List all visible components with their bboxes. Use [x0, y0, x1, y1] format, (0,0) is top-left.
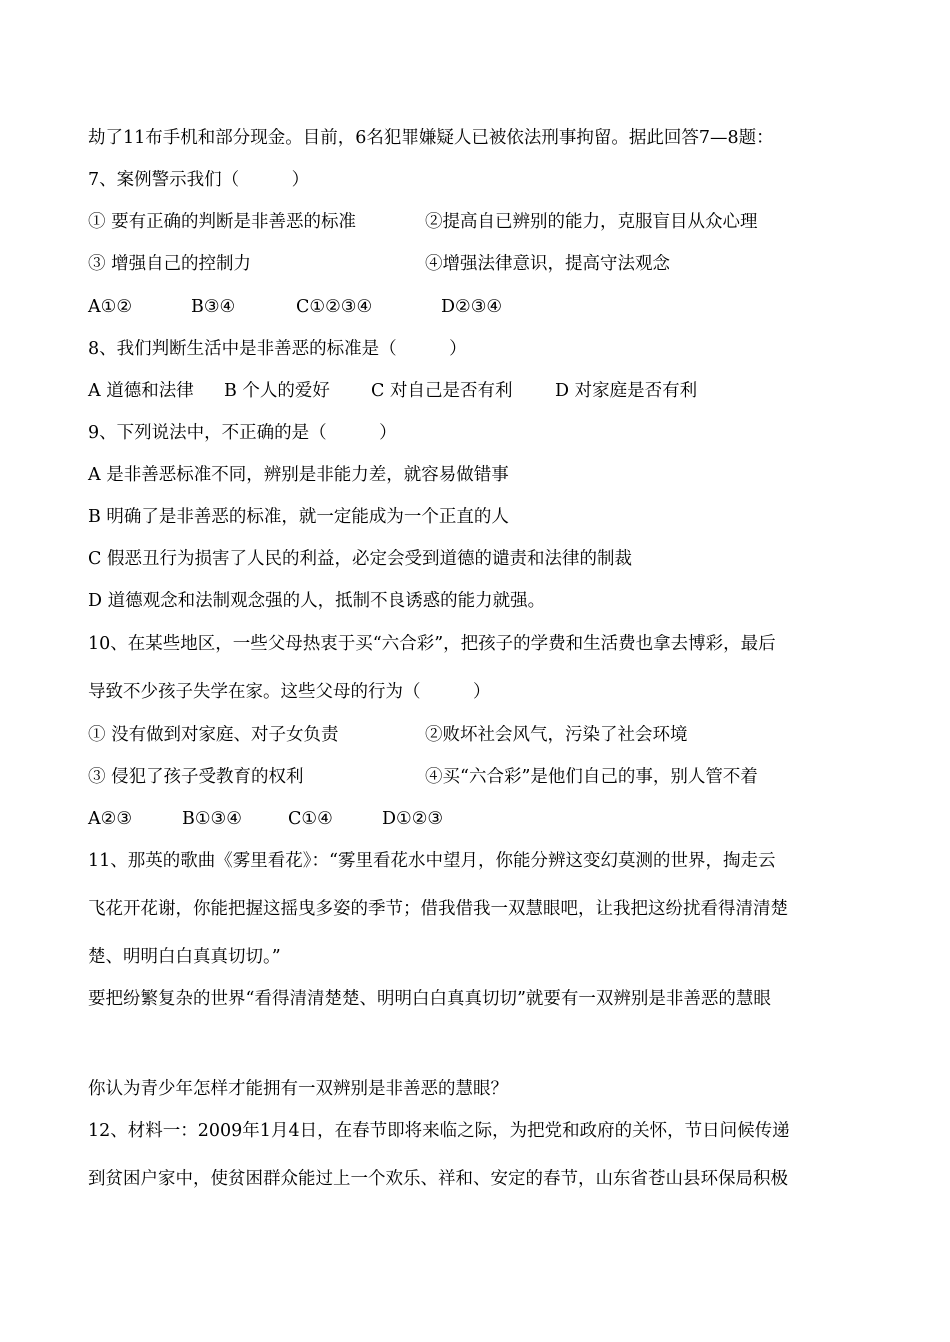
- question-10-line-1: 10、在某些地区，一些父母热衷于买“六合彩”，把孩子的学费和生活费也拿去博彩，最后: [88, 634, 776, 654]
- question-9-answer-b: B 明确了是非善恶的标准，就一定能成为一个正直的人: [88, 507, 509, 527]
- answer-a: A②③: [88, 809, 133, 829]
- question-10-line-2: 导致不少孩子失学在家。这些父母的行为（ ）: [88, 682, 491, 702]
- option-2: ②败坏社会风气，污染了社会环境: [425, 725, 688, 745]
- question-9-answer-d: D 道德观念和法制观念强的人，抵制不良诱惑的能力就强。: [88, 591, 546, 611]
- option-4: ④买“六合彩”是他们自己的事，别人管不着: [425, 767, 758, 787]
- question-11-line-1: 11、那英的歌曲《雾里看花》：“雾里看花水中望月，你能分辨这变幻莫测的世界，掏走云: [88, 851, 776, 871]
- option-4: ④增强法律意识，提高守法观念: [425, 254, 670, 274]
- option-3: ③ 侵犯了孩子受教育的权利: [88, 767, 304, 787]
- question-7: 7、案例警示我们（ ）: [88, 170, 310, 190]
- text-line: 劫了11布手机和部分现金。目前，6名犯罪嫌疑人已被依法刑事拘留。据此回答7—8题：: [88, 128, 774, 148]
- question-11-line-4: 要把纷繁复杂的世界“看得清清楚楚、明明白白真真切切”就要有一双辨别是非善恶的慧眼: [88, 989, 771, 1009]
- option-1: ① 没有做到对家庭、对子女负责: [88, 725, 339, 745]
- answer-a: A 道德和法律: [88, 381, 194, 401]
- answer-c: C 对自己是否有利: [371, 381, 513, 401]
- question-11-line-2: 飞花开花谢，你能把握这摇曳多姿的季节；借我借我一双慧眼吧，让我把这纷扰看得清清楚: [88, 899, 788, 919]
- answer-c: C①②③④: [296, 297, 373, 317]
- question-12-line-1: 12、材料一：2009年1月4日，在春节即将来临之际，为把党和政府的关怀，节日问候传递: [88, 1121, 790, 1141]
- option-2: ②提高自已辨别的能力，克服盲目从众心理: [425, 212, 758, 232]
- answer-b: B①③④: [182, 809, 242, 829]
- answer-b: B③④: [191, 297, 236, 317]
- answer-d: D②③④: [441, 297, 503, 317]
- question-9-answer-a: A 是非善恶标准不同，辨别是非能力差，就容易做错事: [88, 465, 509, 485]
- option-3: ③ 增强自己的控制力: [88, 254, 252, 274]
- question-8: 8、我们判断生活中是非善恶的标准是（ ）: [88, 339, 467, 359]
- question-11-prompt: 你认为青少年怎样才能拥有一双辨别是非善恶的慧眼？: [88, 1079, 508, 1099]
- question-12-line-2: 到贫困户家中，使贫困群众能过上一个欢乐、祥和、安定的春节，山东省苍山县环保局积极: [88, 1169, 788, 1189]
- question-9-answer-c: C 假恶丑行为损害了人民的利益，必定会受到道德的谴责和法律的制裁: [88, 549, 632, 569]
- answer-b: B 个人的爱好: [224, 381, 330, 401]
- question-11-line-3: 楚、明明白白真真切切。”: [88, 947, 281, 967]
- question-9: 9、下列说法中，不正确的是（ ）: [88, 423, 397, 443]
- answer-c: C①④: [288, 809, 333, 829]
- option-1: ① 要有正确的判断是非善恶的标准: [88, 212, 357, 232]
- answer-a: A①②: [88, 297, 133, 317]
- answer-d: D 对家庭是否有利: [555, 381, 698, 401]
- answer-d: D①②③: [382, 809, 444, 829]
